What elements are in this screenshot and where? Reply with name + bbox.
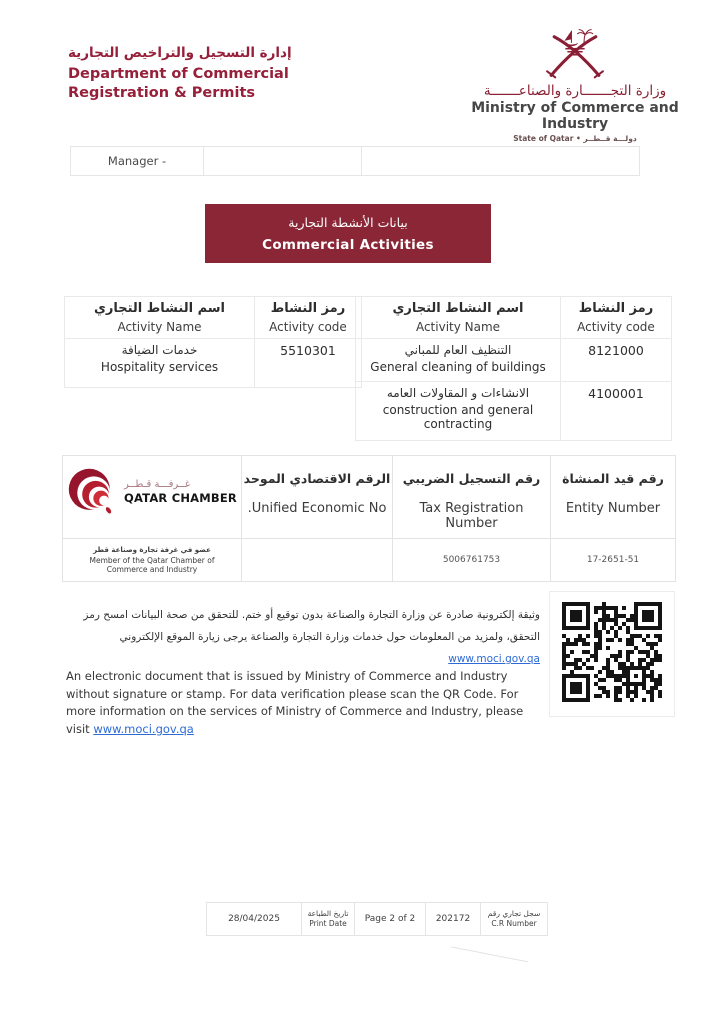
table-row <box>356 382 672 441</box>
activity-code-header-ar: رمز النشاط <box>270 301 346 316</box>
qr-code <box>549 591 675 717</box>
department-title-english-line2: Registration & Permits <box>68 85 256 101</box>
ministry-block <box>452 24 698 143</box>
activity-code-header-en: Activity code <box>269 320 347 334</box>
activity-name-ar: التنظيف العام للمباني <box>404 343 512 357</box>
manager-row <box>70 146 640 176</box>
activity-name-ar: خدمات الضيافة <box>121 343 198 357</box>
moci-website-link-english[interactable]: www.moci.gov.qa <box>93 721 194 736</box>
print-date-label-ar: تاريخ الطباعة <box>307 909 349 918</box>
page-number: Page 2 of 2 <box>355 903 426 936</box>
manager-cell: Manager - <box>71 147 204 176</box>
activity-name-header-en: Activity Name <box>415 320 501 334</box>
activity-name-en: General cleaning of buildings <box>370 360 546 374</box>
activity-code-header-ar: رمز النشاط <box>578 301 654 316</box>
numbers-header-row <box>63 456 676 539</box>
verification-text-english <box>66 668 544 738</box>
cr-number-value: 202172 <box>426 903 481 936</box>
cr-number-label-en: C.R Number <box>491 919 537 928</box>
qatar-chamber-logo-icon <box>67 467 117 517</box>
print-date-value: 28/04/2025 <box>207 903 302 936</box>
activity-header-row <box>65 297 362 339</box>
activity-name-header-en: Activity Name <box>117 320 202 334</box>
chamber-member-cell <box>63 539 242 582</box>
entity-number-value: 17-2651-51 <box>551 539 676 582</box>
manager-empty-cell-2 <box>362 147 640 176</box>
chamber-member-ar: عضو في غرفة تجارة وصناعة قطر <box>93 545 211 554</box>
activity-name-cell <box>356 382 561 441</box>
cr-number-label-ar: سجل تجاري رقم <box>487 909 541 918</box>
tax-registration-label-en: Tax Registration Number <box>419 501 524 531</box>
manager-empty-cell-1 <box>204 147 362 176</box>
tax-registration-cell <box>393 456 551 539</box>
activity-code-value: 8121000 <box>561 339 672 382</box>
print-date-label-en: Print Date <box>309 919 347 928</box>
entity-number-label-en: Entity Number <box>565 501 661 516</box>
activity-name-header <box>65 297 255 339</box>
table-row <box>65 339 362 388</box>
qatar-chamber-cell <box>63 456 242 539</box>
state-of-qatar-line: State of Qatar • دولـــة قــطــر <box>513 134 637 143</box>
activity-code-header <box>561 297 672 339</box>
activity-name-en: Hospitality services <box>100 360 219 374</box>
activity-name-header-ar: اسم النشاط التجاري <box>392 301 524 316</box>
activity-code-header <box>255 297 362 339</box>
activity-name-cell <box>356 339 561 382</box>
department-title-english-line1: Department of Commercial <box>68 66 289 82</box>
qr-code-pattern <box>562 602 662 706</box>
ministry-name-arabic: وزارة التجـــــــارة والصناعـــــــة <box>483 83 667 99</box>
tax-registration-value: 5006761753 <box>393 539 551 582</box>
unified-economic-no-cell <box>242 456 393 539</box>
verification-text-english-body: An electronic document that is issued by Ministry of Commerce and Industry without signature or stamp. For data verification please scan the QR Code. For more information on the services of Ministry of Commerce and Industry, please visit <box>66 669 524 736</box>
activity-code-value: 5510301 <box>255 339 362 388</box>
registration-numbers-table <box>62 455 676 582</box>
unified-economic-value-cell <box>242 539 393 582</box>
numbers-value-row <box>63 539 676 582</box>
qatar-chamber-name-en: QATAR CHAMBER <box>124 491 237 505</box>
activity-code-value: 4100001 <box>561 382 672 441</box>
activity-code-header-en: Activity code <box>577 320 655 334</box>
activity-name-en: construction and general contracting <box>382 403 534 431</box>
chamber-member-en: Member of the Qatar Chamber of Commerce and Industry <box>89 555 215 574</box>
activity-name-cell <box>65 339 255 388</box>
print-date-label <box>302 903 355 936</box>
qatar-emblem-icon <box>542 24 608 82</box>
activity-table-right <box>355 296 672 441</box>
entity-number-cell <box>551 456 676 539</box>
unified-economic-label-ar: الرقم الاقتصادي الموحد <box>243 471 391 486</box>
moci-website-link-arabic[interactable]: www.moci.gov.qa <box>448 653 540 665</box>
tax-registration-label-ar: رقم التسجيل الضريبي <box>402 471 541 486</box>
activity-name-header <box>356 297 561 339</box>
commercial-activities-banner <box>205 204 491 263</box>
entity-number-label-ar: رقم قيد المنشاة <box>562 471 664 486</box>
ministry-name-english: Ministry of Commerce and Industry <box>471 100 679 132</box>
table-row <box>356 339 672 382</box>
unified-economic-label-en: .Unified Economic No <box>247 501 387 516</box>
verification-text-arabic-body: وثيقة إلكترونية صادرة عن وزارة التجارة والصناعة بدون توقيع أو ختم. للتحقق من صحة البيانات امسح رمز التحقق، ولمزيد من المعلومات حول خدمات وزارة التجارة والصناعة يرجى زيارة الموقع الإلكتروني <box>83 609 540 643</box>
department-title-arabic: إدارة التسجيل والتراخيص التجارية <box>68 45 292 61</box>
activity-name-header-ar: اسم النشاط التجاري <box>93 301 226 316</box>
activity-table-left <box>64 296 362 388</box>
qatar-chamber-name-ar: غــرفـــة قـطــر <box>124 479 191 490</box>
footer-row <box>206 902 548 936</box>
activity-header-row <box>356 297 672 339</box>
activity-name-ar: الانشاءات و المقاولات العامه <box>386 386 530 400</box>
verification-text-arabic <box>66 604 540 670</box>
banner-title-english: Commercial Activities <box>262 236 434 253</box>
banner-title-arabic: بيانات الأنشطة التجارية <box>288 214 408 230</box>
department-block <box>68 45 292 103</box>
cr-number-label <box>481 903 548 936</box>
